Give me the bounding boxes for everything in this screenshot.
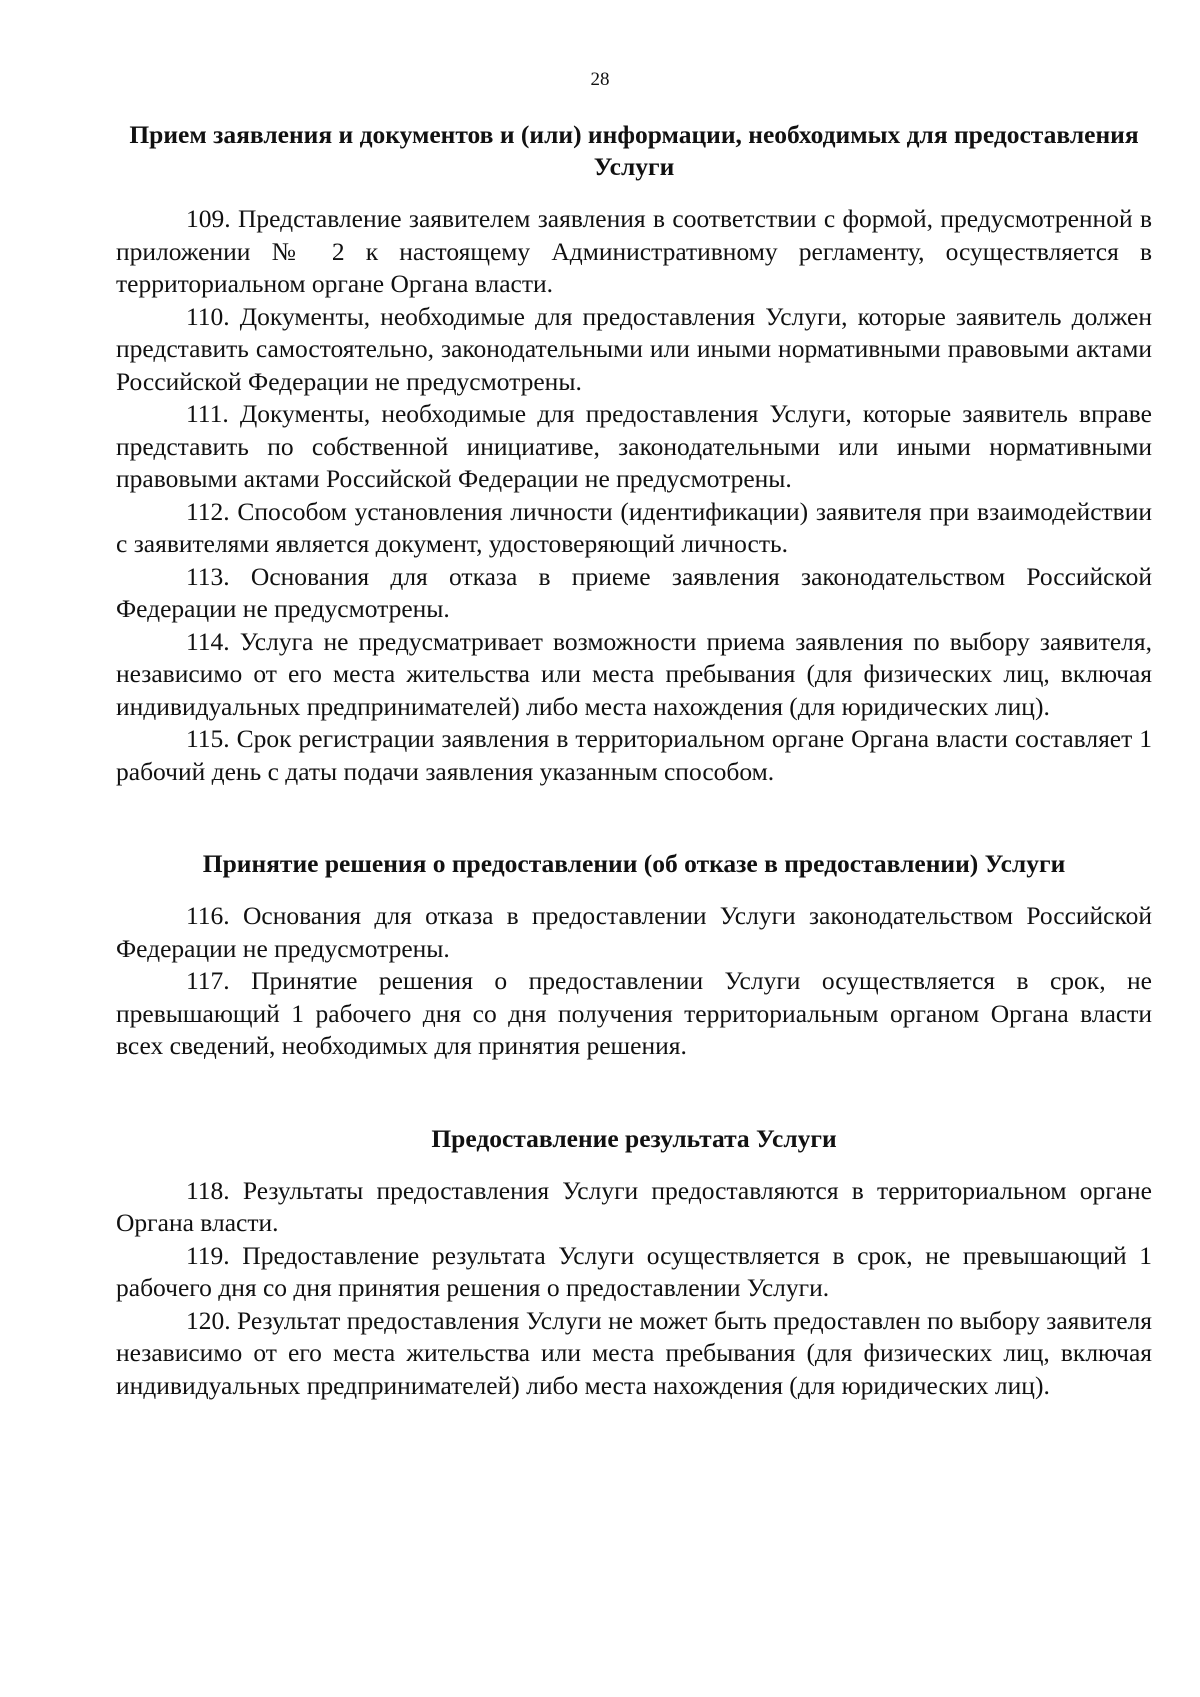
paragraph-117: 117. Принятие решения о предоставлении Услуги осуществляется в срок, не превышающий 1 рабочего дня со дня получения территориальным органом Органа власти всех сведений, необходимых для принятия решения. [116,966,1152,1060]
section-result [116,1123,1152,1403]
paragraph-112: 112. Способом установления личности (идентификации) заявителя при взаимодействии с заявителями является документ, удостоверяющий личность. [116,496,1152,558]
paragraph-113: 113. Основания для отказа в приеме заявления законодательством Российской Федерации не предусмотрены. [116,561,1152,623]
paragraph-110: 110. Документы, необходимые для предоставления Услуги, которые заявитель должен представить самостоятельно, законодательными или иными нормативными правовыми актами Российской Федерации не предусмотрены. [116,301,1152,396]
paragraph-116: 116. Основания для отказа в предоставлении Услуги законодательством Российской Федерации не предусмотрены. [116,901,1152,963]
section-heading: Прием заявления и документов и (или) информации, необходимых для предоставления Услуги [129,120,1139,181]
paragraph-120: 120. Результат предоставления Услуги не может быть предоставлен по выбору заявителя независимо от его места жительства или места пребывания (для физических лиц, включая индивидуальных предпринимателей) либо места нахождения (для юридических лиц). [116,1305,1152,1400]
paragraph-114: 114. Услуга не предусматривает возможности приема заявления по выбору заявителя, независимо от его места жительства или места пребывания (для физических лиц, включая индивидуальных предпринимателей) либо места нахождения (для юридических лиц). [116,626,1152,721]
paragraph-109: 109. Представление заявителем заявления в соответствии с формой, предусмотренной в приложении № 2 к настоящему Административному регламенту, осуществляется в территориальном органе Органа власти. [116,204,1152,298]
section-heading: Предоставление результата Услуги [431,1123,837,1153]
document-body [116,119,1152,1402]
page-number: 28 [590,69,610,90]
paragraph-118: 118. Результаты предоставления Услуги предоставляются в территориальном органе Органа власти. [116,1175,1152,1237]
paragraph-111: 111. Документы, необходимые для предоставления Услуги, которые заявитель вправе представить по собственной инициативе, законодательными или иными нормативными правовыми актами Российской Федерации не предусмотрены. [116,399,1152,493]
paragraph-115: 115. Срок регистрации заявления в территориальном органе Органа власти составляет 1 рабочий день с даты подачи заявления указанным способом. [116,724,1152,786]
section-heading: Принятие решения о предоставлении (об отказе в предоставлении) Услуги [202,849,1066,878]
section-application-intake [116,119,1152,788]
paragraph-119: 119. Предоставление результата Услуги осуществляется в срок, не превышающий 1 рабочего дня со дня принятия решения о предоставлении Услуги. [116,1240,1152,1302]
section-decision [116,848,1152,1063]
